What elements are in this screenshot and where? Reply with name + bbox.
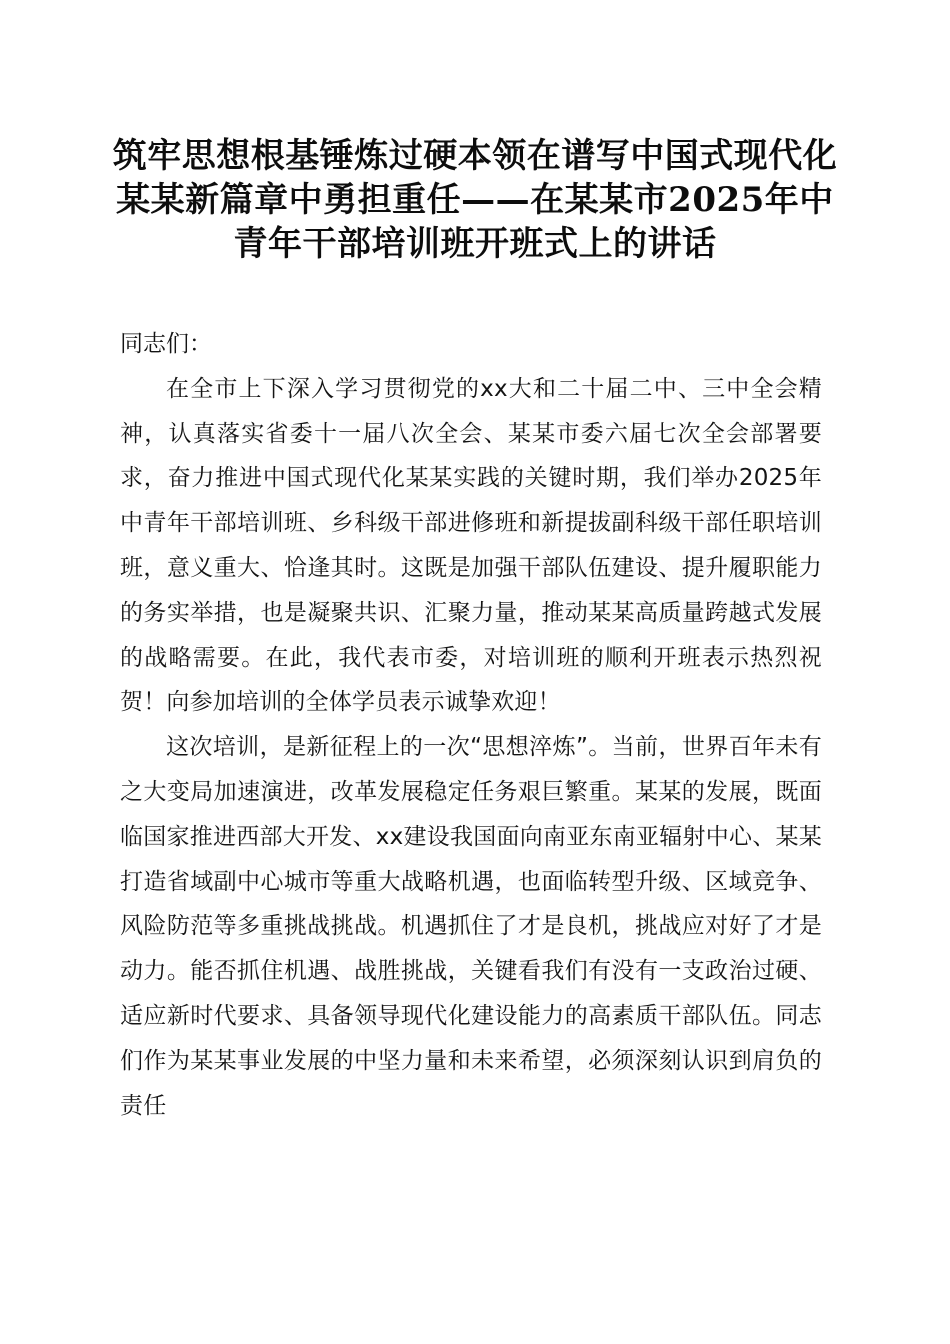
- salutation: 同志们：: [120, 331, 212, 357]
- document-body: [120, 322, 822, 1128]
- body-paragraph: 在全市上下深入学习贯彻党的xx大和二十届二中、三中全会精神，认真落实省委十一届八次全会、某某市委六届七次全会部署要求，奋力推进中国式现代化某某实践的关键时期，我们举办2025年中青年干部培训班、乡科级干部进修班和新提拔副科级干部任职培训班，意义重大、恰逢其时。这既是加强干部队伍建设、提升履职能力的务实举措，也是凝聚共识、汇聚力量，推动某某高质量跨越式发展的战略需要。在此，我代表市委，对培训班的顺利开班表示热烈祝贺！向参加培训的全体学员表示诚挚欢迎！: [120, 375, 822, 716]
- document-title: 筑牢思想根基锤炼过硬本领在谱写中国式现代化某某新篇章中勇担重任——在某某市2025年中青年干部培训班开班式上的讲话: [112, 136, 838, 264]
- body-paragraph: 这次培训，是新征程上的一次“思想淬炼”。当前，世界百年未有之大变局加速演进，改革发展稳定任务艰巨繁重。某某的发展，既面临国家推进西部大开发、xx建设我国面向南亚东南亚辐射中心、某某打造省域副中心城市等重大战略机遇，也面临转型升级、区域竞争、风险防范等多重挑战挑战。机遇抓住了才是良机，挑战应对好了才是动力。能否抓住机遇、战胜挑战，关键看我们有没有一支政治过硬、适应新时代要求、具备领导现代化建设能力的高素质干部队伍。同志们作为某某事业发展的中坚力量和未来希望，必须深刻认识到肩负的责任: [120, 734, 822, 1119]
